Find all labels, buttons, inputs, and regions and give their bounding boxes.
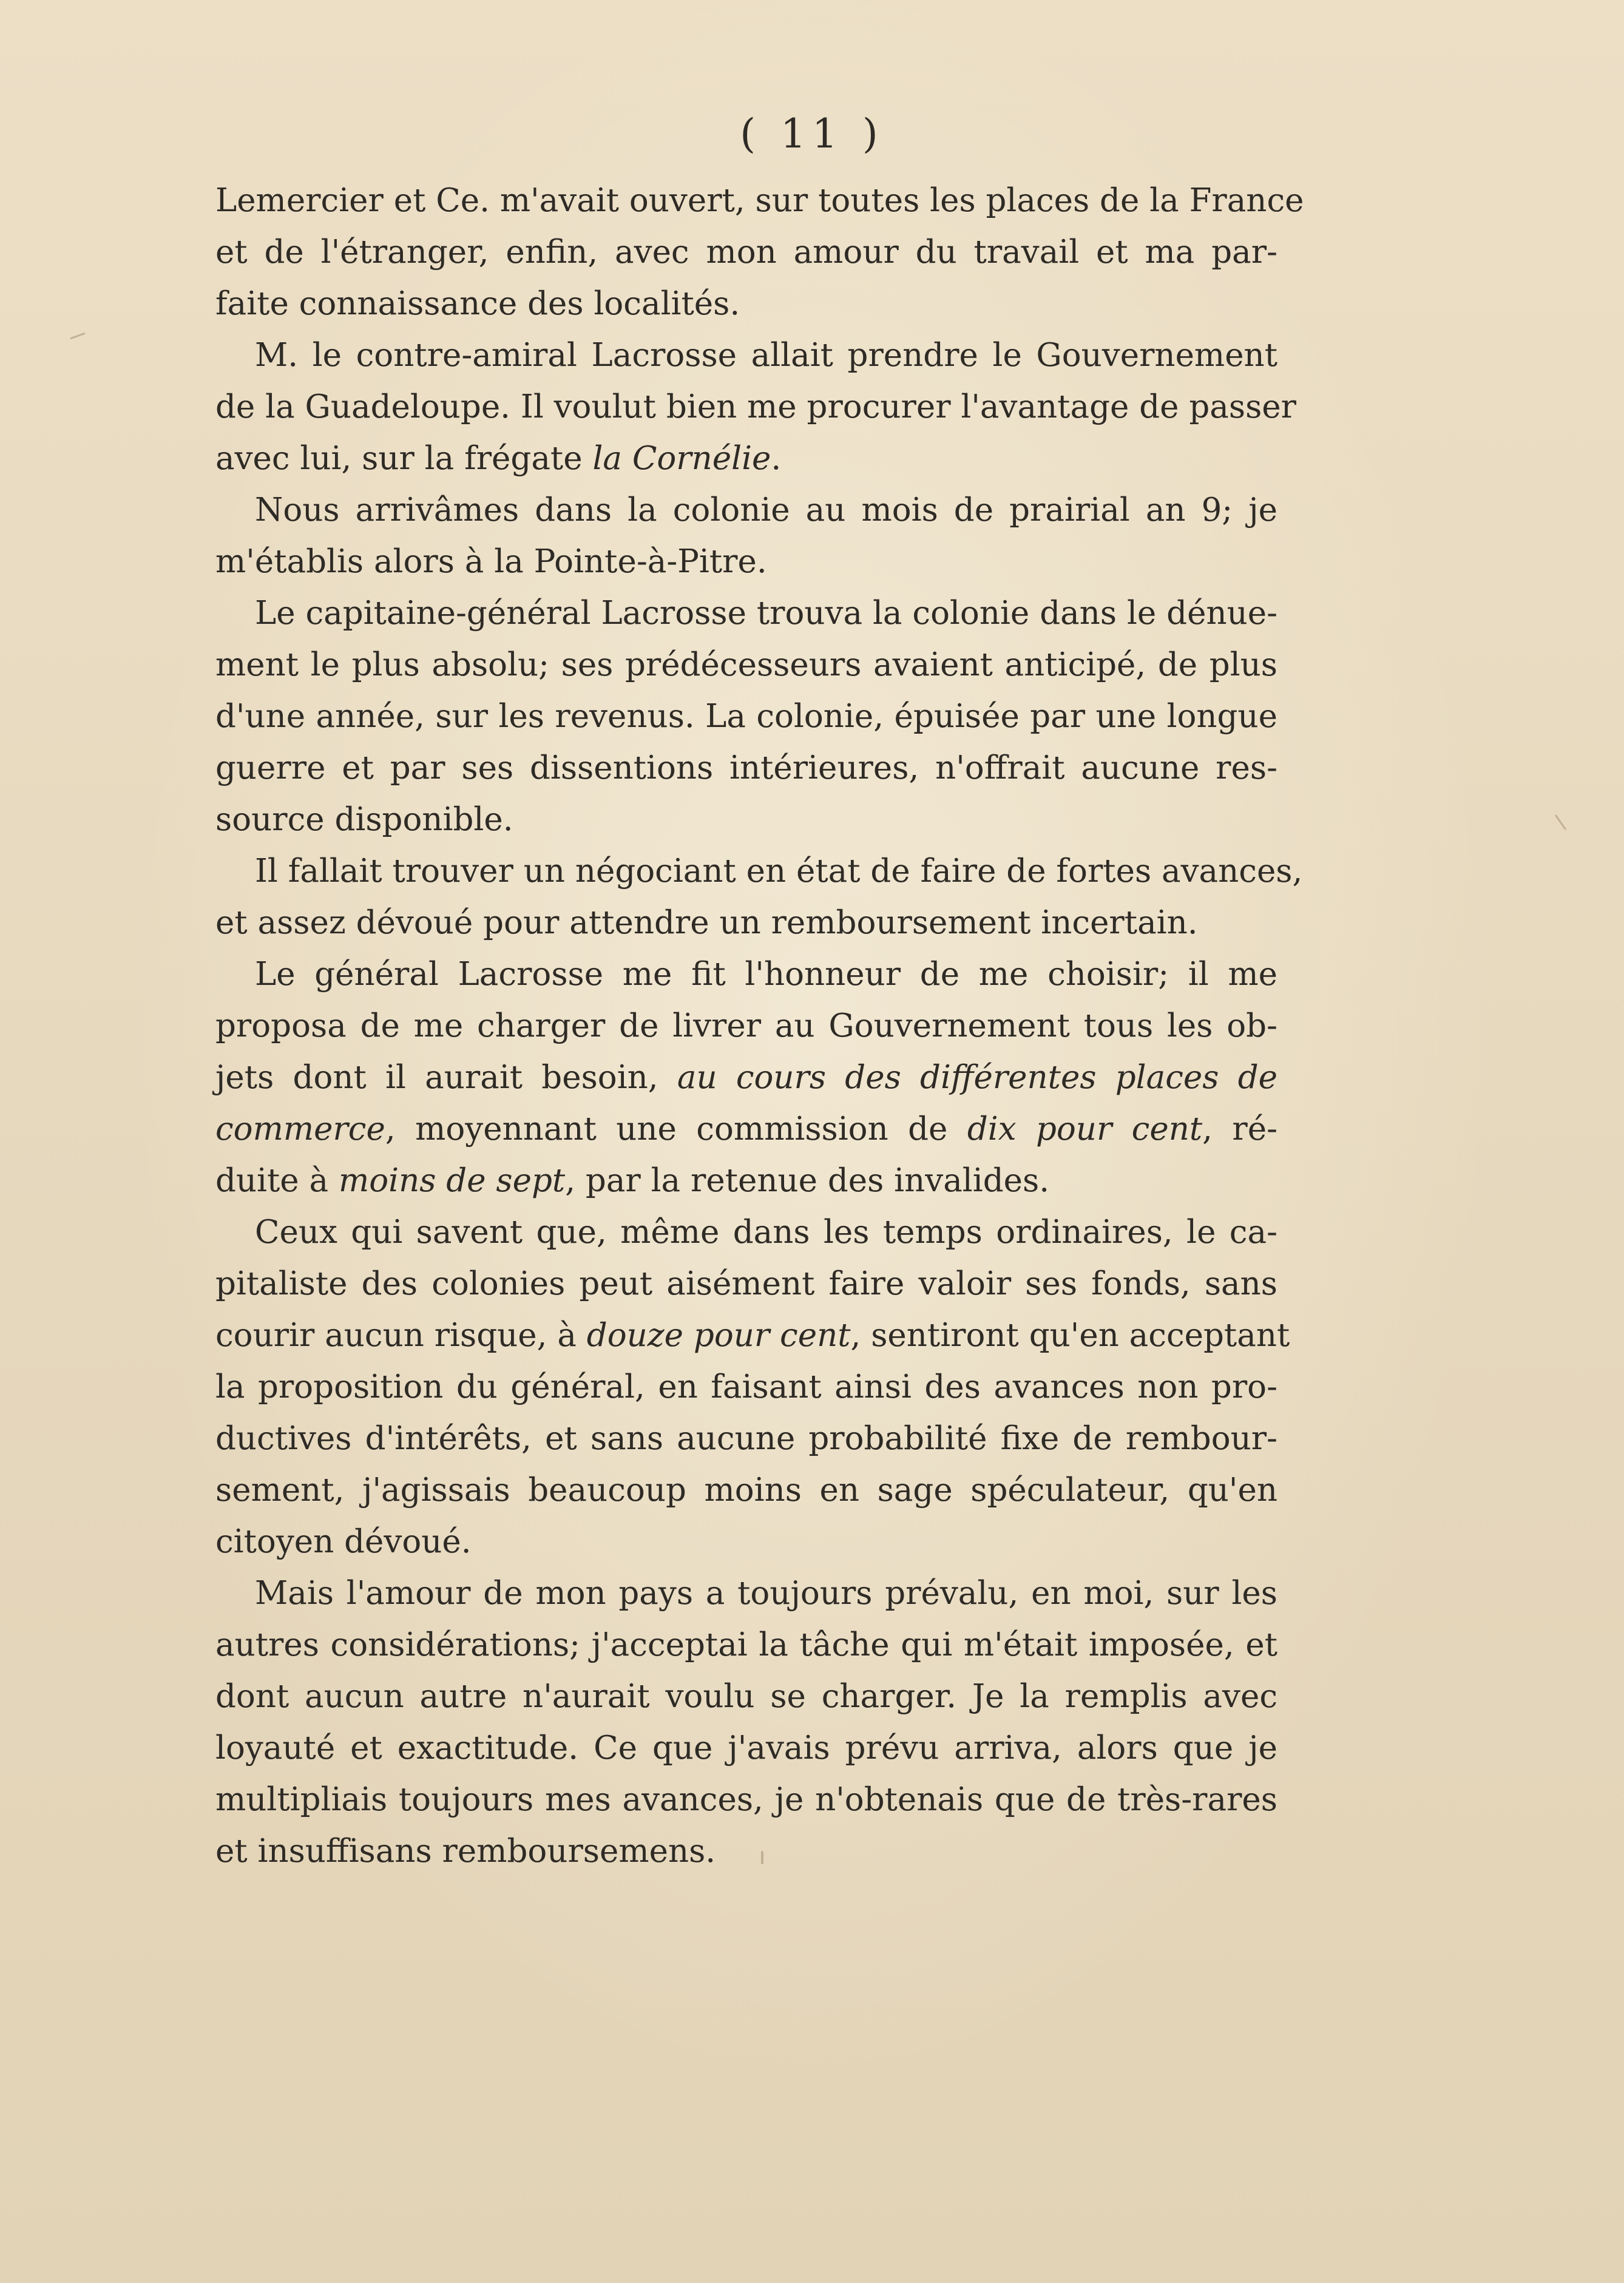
- text-line: Le capitaine-général Lacrosse trouva la colonie dans le dénue-: [255, 595, 1277, 632]
- text-line: Nous arrivâmes dans la colonie au mois de prairial an 9; je: [255, 492, 1277, 529]
- italic-run: au cours des différentes places de: [677, 1059, 1277, 1096]
- text-line: et assez dévoué pour attendre un remboursement incertain.: [215, 904, 1198, 941]
- text-line: sement, j'agissais beaucoup moins en sage spéculateur, qu'en: [215, 1472, 1277, 1509]
- text-run: .: [771, 440, 782, 477]
- text-run: jets dont il aurait besoin,: [215, 1059, 677, 1096]
- italic-run: la Cornélie: [592, 440, 771, 477]
- text-line: Il fallait trouver un négociant en état de faire de fortes avances,: [255, 853, 1303, 890]
- text-run: avec lui, sur la frégate: [215, 440, 593, 477]
- text-run: , par la retenue des invalides.: [565, 1162, 1050, 1199]
- italic-run: douze pour cent: [586, 1317, 851, 1354]
- text-line: faite connaissance des localités.: [215, 285, 740, 322]
- text-run: , moyennant une commission de: [385, 1111, 967, 1148]
- text-line: M. le contre-amiral Lacrosse allait prendre le Gouvernement: [255, 337, 1277, 374]
- text-line: [215, 1052, 1277, 1103]
- text-line: [215, 433, 1277, 484]
- text-line: multipliais toujours mes avances, je n'obtenais que de très-rares: [215, 1781, 1277, 1818]
- text-run: courir aucun risque, à: [215, 1317, 587, 1354]
- text-run: duite à: [215, 1162, 339, 1199]
- text-line: Le général Lacrosse me fit l'honneur de me choisir; il me: [255, 956, 1277, 993]
- text-line: ductives d'intérêts, et sans aucune probabilité fixe de rembour-: [215, 1420, 1277, 1457]
- text-line: Ceux qui savent que, même dans les temps ordinaires, le ca-: [255, 1214, 1277, 1251]
- text-line: et de l'étranger, enfin, avec mon amour du travail et ma par-: [215, 234, 1277, 271]
- text-line: d'une année, sur les revenus. La colonie, épuisée par une longue: [215, 698, 1277, 735]
- text-line: Lemercier et Ce. m'avait ouvert, sur toutes les places de la France: [215, 182, 1304, 219]
- text-line: source disponible.: [215, 801, 513, 838]
- body-text: [215, 175, 1304, 1877]
- text-line: citoyen dévoué.: [215, 1523, 472, 1560]
- italic-run: dix pour cent: [967, 1111, 1203, 1148]
- italic-run: moins de sept: [338, 1162, 566, 1199]
- text-line: la proposition du général, en faisant ainsi des avances non pro-: [215, 1368, 1277, 1405]
- text-run: , ré-: [1202, 1111, 1278, 1148]
- text-line: Mais l'amour de mon pays a toujours prévalu, en moi, sur les: [255, 1575, 1277, 1612]
- paper-mark: [1555, 814, 1567, 830]
- text-line: ment le plus absolu; ses prédécesseurs avaient anticipé, de plus: [215, 646, 1277, 683]
- text-line: autres considérations; j'acceptai la tâche qui m'était imposée, et: [215, 1626, 1277, 1663]
- text-line: proposa de me charger de livrer au Gouvernement tous les ob-: [215, 1007, 1277, 1044]
- text-line: et insuffisans remboursemens.: [215, 1833, 716, 1870]
- paper-mark: [761, 1851, 763, 1864]
- text-line: de la Guadeloupe. Il voulut bien me procurer l'avantage de passer: [215, 388, 1296, 425]
- paper-mark: [70, 333, 85, 340]
- text-line: [215, 1155, 1277, 1206]
- text-line: pitaliste des colonies peut aisément faire valoir ses fonds, sans: [215, 1265, 1277, 1302]
- text-line: dont aucun autre n'aurait voulu se charger. Je la remplis avec: [215, 1678, 1277, 1715]
- text-line: guerre et par ses dissentions intérieures, n'offrait aucune res-: [215, 749, 1277, 786]
- text-line: loyauté et exactitude. Ce que j'avais prévu arriva, alors que je: [215, 1730, 1277, 1767]
- text-line: [215, 1103, 1277, 1155]
- text-run: , sentiront qu'en acceptant: [850, 1317, 1290, 1354]
- text-line: [215, 1310, 1290, 1361]
- italic-run: commerce: [215, 1111, 385, 1148]
- page-number: ( 11 ): [740, 110, 884, 157]
- text-line: m'établis alors à la Pointe-à-Pitre.: [215, 543, 767, 580]
